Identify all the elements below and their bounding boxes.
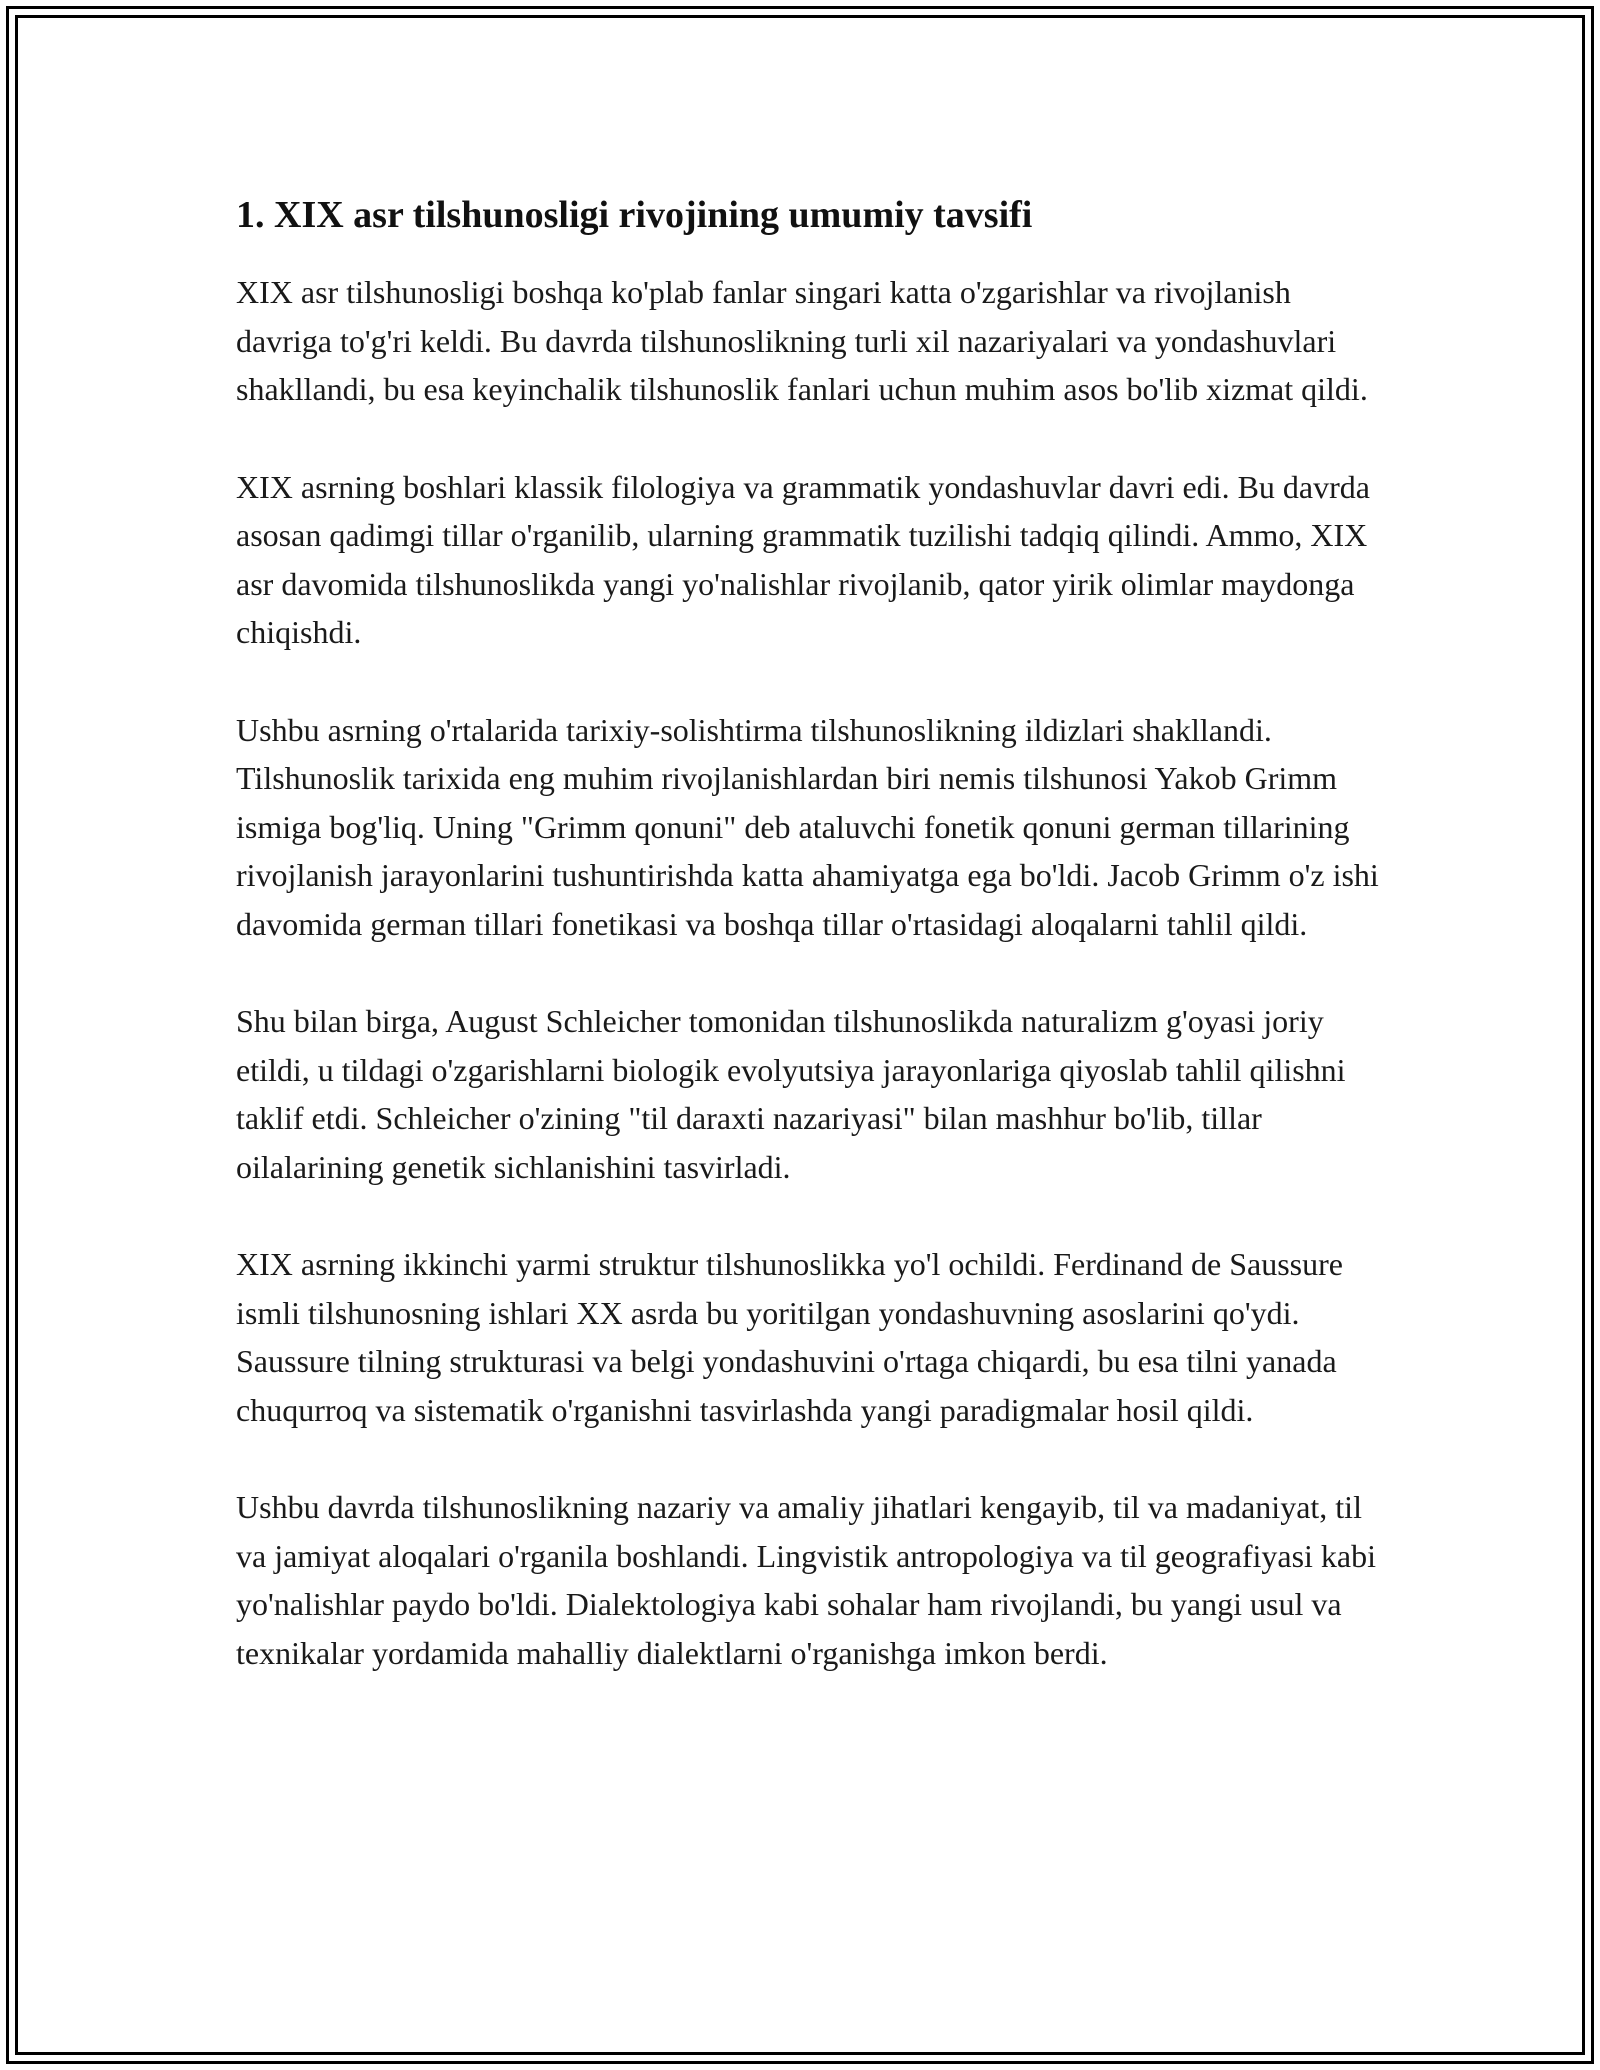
paragraph-6: Ushbu davrda tilshunoslikning nazariy va amaliy jihatlari kengayib, til va madaniyat, til va jamiyat aloqalari o'rganila boshlandi. Lingvistik antropologiya va til geografiyasi kabi yo'nalishlar paydo bo'ldi. Dialektologiya kabi sohalar ham rivojlandi, bu yangi usul va texnikalar yordamida mahalliy dialektlarni o'rganishga imkon berdi. <box>236 1489 1376 1671</box>
paragraph-3: Ushbu asrning o'rtalarida tarixiy-solishtirma tilshunoslikning ildizlari shakllandi. Tilshunoslik tarixida eng muhim rivojlanishlardan biri nemis tilshunosi Yakob Grimm ismiga bog'liq. Uning "Grimm qonuni" deb ataluvchi fonetik qonuni german tillarining rivojlanish jarayonlarini tushuntirishda katta ahamiyatga ega bo'ldi. Jacob Grimm o'z ishi davomida german tillari fonetikasi va boshqa tillar o'rtasidagi aloqalarni tahlil qildi. <box>236 711 1379 942</box>
section-title: 1. XIX asr tilshunosligi rivojining umumiy tavsifi <box>236 194 1033 236</box>
paragraph-2: XIX asrning boshlari klassik filologiya va grammatik yondashuvlar davri edi. Bu davrda asosan qadimgi tillar o'rganilib, ularning grammatik tuzilishi tadqiq qilindi. Ammo, XIX asr davomida tilshunoslikda yangi yo'nalishlar rivojlanib, qator yirik olimlar maydonga chiqishdi. <box>236 468 1370 650</box>
paragraph-1: XIX asr tilshunosligi boshqa ko'plab fanlar singari katta o'zgarishlar va rivojlanish davriga to'g'ri keldi. Bu davrda tilshunoslikning turli xil nazariyalari va yondashuvlari shakllandi, bu esa keyinchalik tilshunoslik fanlari uchun muhim asos bo'lib xizmat qildi. <box>236 274 1368 407</box>
paragraph-5: XIX asrning ikkinchi yarmi struktur tilshunoslikka yo'l ochildi. Ferdinand de Saussure ismli tilshunosning ishlari XX asrda bu yoritilgan yondashuvning asoslarini qo'ydi. Saussure tilning strukturasi va belgi yondashuvini o'rtaga chiqardi, bu esa tilni yanada chuqurroq va sistematik o'rganishni tasvirlashda yangi paradigmalar hosil qildi. <box>236 1246 1343 1428</box>
document-body <box>236 186 1386 1726</box>
paragraph-4: Shu bilan birga, August Schleicher tomonidan tilshunoslikda naturalizm g'oyasi joriy etildi, u tildagi o'zgarishlarni biologik evolyutsiya jarayonlariga qiyoslab tahlil qilishni taklif etdi. Schleicher o'zining "til daraxti nazariyasi" bilan mashhur bo'lib, tillar oilalarining genetik sichlanishini tasvirladi. <box>236 1003 1346 1185</box>
